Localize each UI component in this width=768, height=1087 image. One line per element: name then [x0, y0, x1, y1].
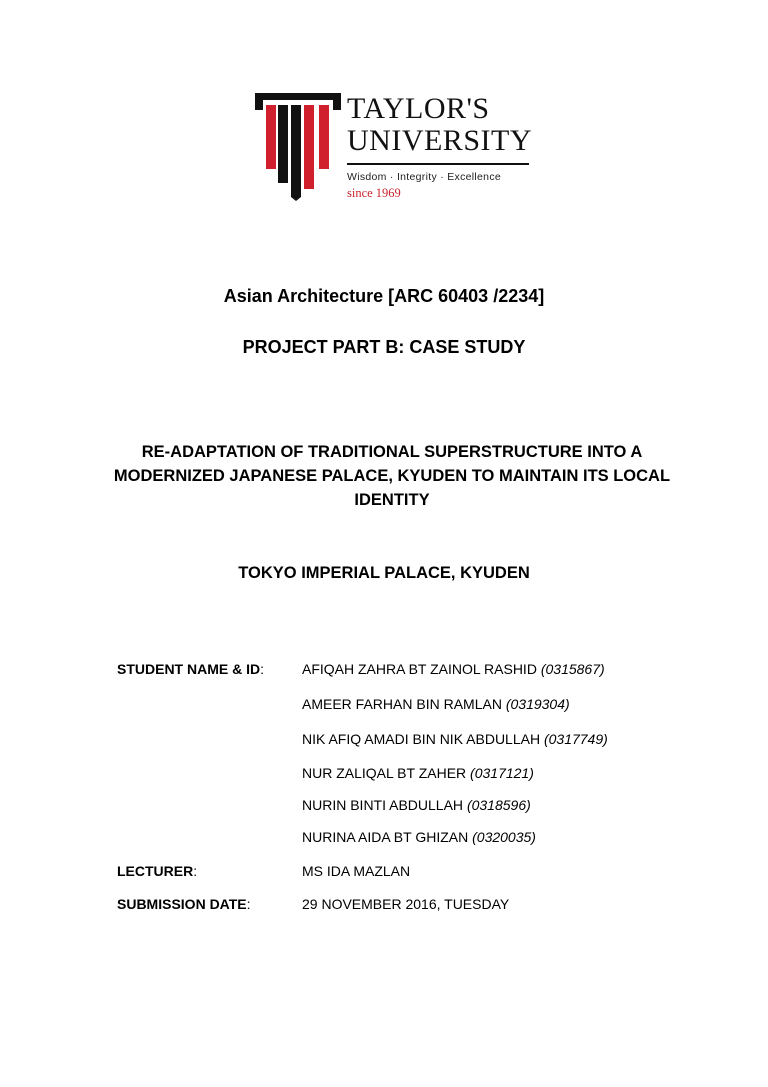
case-study-location: TOKYO IMPERIAL PALACE, KYUDEN: [238, 564, 530, 582]
student-row: NURINA AIDA BT GHIZAN (0320035): [302, 829, 536, 845]
student-row: NUR ZALIQAL BT ZAHER (0317121): [302, 765, 534, 781]
submission-date: 29 NOVEMBER 2016, TUESDAY: [302, 896, 510, 912]
student-row: NIK AFIQ AMADI BIN NIK ABDULLAH (0317749): [302, 731, 608, 747]
project-title: PROJECT PART B: CASE STUDY: [242, 337, 526, 357]
course-title: Asian Architecture [ARC 60403 /2234]: [223, 286, 545, 306]
report-title: RE-ADAPTATION OF TRADITIONAL SUPERSTRUCTURE INTO A MODERNIZED JAPANESE PALACE, KYUDEN TO MAINTAIN ITS LOCAL IDENTITY: [113, 443, 671, 509]
university-logo: [255, 93, 545, 203]
student-label: STUDENT NAME & ID:: [117, 661, 265, 677]
student-row: NURIN BINTI ABDULLAH (0318596): [302, 797, 531, 813]
submission-label: SUBMISSION DATE:: [117, 896, 251, 912]
logo-divider: [347, 163, 529, 165]
student-row: AFIQAH ZAHRA BT ZAINOL RASHID (0315867): [302, 661, 605, 677]
taylors-shield-icon: [255, 93, 345, 203]
student-row: AMEER FARHAN BIN RAMLAN (0319304): [302, 696, 570, 712]
logo-name-line2: UNIVERSITY: [347, 124, 532, 157]
logo-since: since 1969: [347, 185, 401, 200]
lecturer-label: LECTURER:: [117, 863, 198, 879]
lecturer-name: MS IDA MAZLAN: [302, 863, 411, 879]
logo-name-line1: TAYLOR'S: [347, 92, 490, 125]
logo-motto: Wisdom · Integrity · Excellence: [347, 170, 502, 183]
